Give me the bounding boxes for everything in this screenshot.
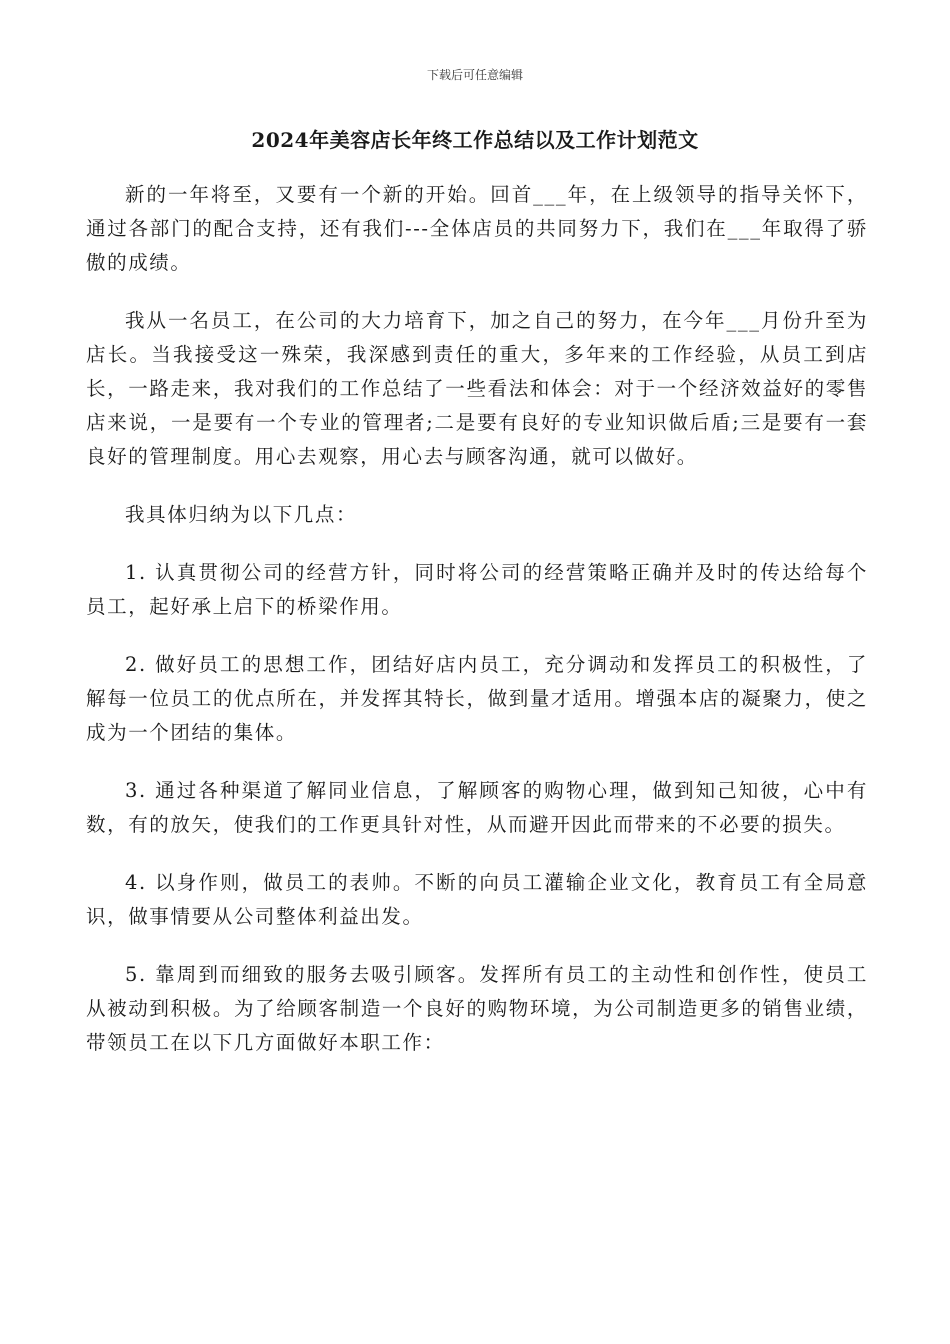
list-item-4: 4. 以身作则，做员工的表帅。不断的向员工灌输企业文化，教育员工有全局意识，做事情要从公司整体利益出发。 [86,871,868,928]
paragraph-summary-lead: 我具体归纳为以下几点： [125,503,358,526]
document-title: 2024年美容店长年终工作总结以及工作计划范文 [251,128,699,152]
header-note: 下载后可任意编辑 [426,68,523,82]
paragraph-experience: 我从一名员工，在公司的大力培育下，加之自己的努力，在今年___月份升至为店长。当我接受这一殊荣，我深感到责任的重大，多年来的工作经验，从员工到店长，一路走来，我对我们的工作总结了一些看法和体会：对于一个经济效益好的零售店来说，一是要有一个专业的管理者;二是要有良好的专业知识做后盾;三是要有一套良好的管理制度。用心去观察，用心去与顾客沟通，就可以做好。 [86,309,868,468]
list-item-2: 2. 做好员工的思想工作，团结好店内员工，充分调动和发挥员工的积极性，了解每一位员工的优点所在，并发挥其特长，做到量才适用。增强本店的凝聚力，使之成为一个团结的集体。 [86,653,868,744]
list-item-3: 3. 通过各种渠道了解同业信息，了解顾客的购物心理，做到知己知彼，心中有数，有的放矢，使我们的工作更具针对性，从而避开因此而带来的不必要的损失。 [86,779,868,836]
paragraph-intro: 新的一年将至，又要有一个新的开始。回首___年，在上级领导的指导关怀下，通过各部门的配合支持，还有我们---全体店员的共同努力下，我们在___年取得了骄傲的成绩。 [86,183,868,274]
document-body [86,178,868,1084]
list-item-1: 1. 认真贯彻公司的经营方针，同时将公司的经营策略正确并及时的传达给每个员工，起好承上启下的桥梁作用。 [86,561,868,618]
list-item-5: 5. 靠周到而细致的服务去吸引顾客。发挥所有员工的主动性和创作性，使员工从被动到积极。为了给顾客制造一个良好的购物环境，为公司制造更多的销售业绩，带领员工在以下几方面做好本职工作： [86,963,868,1054]
